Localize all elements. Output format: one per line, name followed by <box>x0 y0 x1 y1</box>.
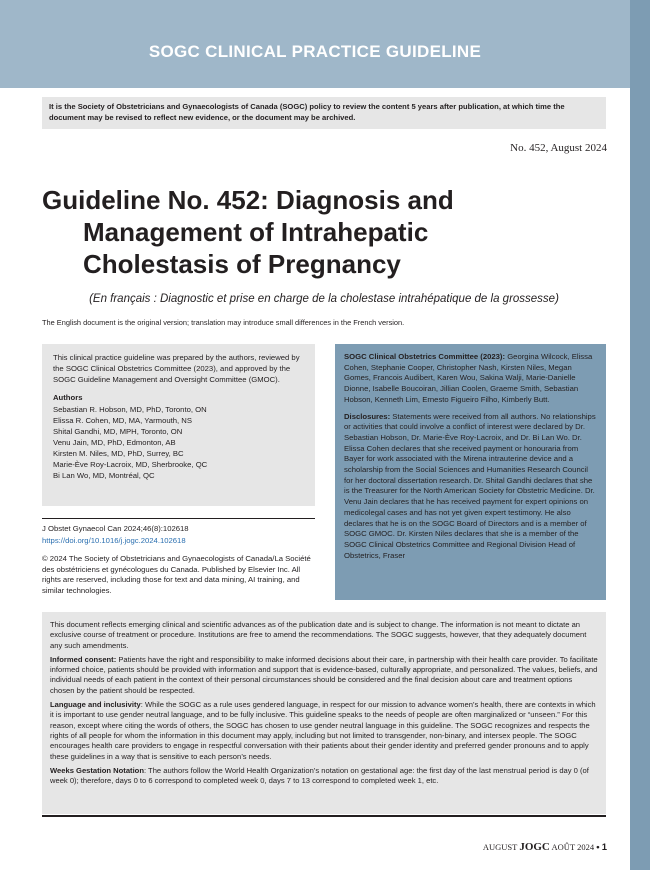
footer-month-fr: AOÛT 2024 <box>551 842 595 852</box>
authorship-box <box>42 344 315 506</box>
page-number: 1 <box>601 842 607 853</box>
disclosures-label: Disclosures: <box>344 411 391 421</box>
policy-notice: It is the Society of Obstetricians and Gynaecologists of Canada (SOGC) policy to review the content 5 years after publication, at which time the document may be revised to reflect new evidence, or the document may be archived. <box>42 97 606 129</box>
page-title <box>42 184 602 280</box>
committee-label: SOGC Clinical Obstetrics Committee (2023): <box>344 352 506 361</box>
disclosures-paragraph <box>344 412 597 562</box>
side-color-strip <box>630 0 650 870</box>
weeks-gestation-paragraph <box>50 766 598 787</box>
guideline-type-heading: SOGC CLINICAL PRACTICE GUIDELINE <box>148 42 482 61</box>
citation-divider <box>42 518 315 519</box>
committee-disclosures-box <box>335 344 606 600</box>
copyright-notice: © 2024 The Society of Obstetricians and Gynaecologists of Canada/La Société des obstétriciens et gynécologues du Canada. Published by Elsevier Inc. All rights are reserved, including those for text and data mining, AI training, and similar technologies. <box>42 554 311 595</box>
committee-paragraph <box>344 352 597 406</box>
title-line-3: Cholestasis of Pregnancy <box>83 249 401 279</box>
footer-bullet: • <box>596 842 600 853</box>
language-inclusivity-paragraph <box>50 700 598 762</box>
footer-month: AUGUST <box>482 842 518 852</box>
page-footer <box>483 841 607 853</box>
journal-citation: J Obstet Gynaecol Can 2024;46(8):102618 <box>42 524 189 533</box>
original-version-note: The English document is the original version; translation may introduce small differences in the French version. <box>42 318 405 327</box>
author-item: Venu Jain, MD, PhD, Edmonton, AB <box>53 438 176 447</box>
footer-divider <box>42 815 606 817</box>
author-item: Kirsten M. Niles, MD, PhD, Surrey, BC <box>53 449 184 458</box>
title-line-1: Guideline No. 452: Diagnosis and <box>42 185 454 215</box>
disclaimer-intro: This document reflects emerging clinical and scientific advances as of the publication date and is subject to change. The information is not meant to dictate an exclusive course of treatment or procedure. Institutions are free to amend the recommendations. The SOGC suggests, however, that they adequately document any such amendments. <box>50 620 587 650</box>
weeks-gestation-label: Weeks Gestation Notation <box>50 765 144 775</box>
disclaimer-box <box>42 612 606 814</box>
authors-heading: Authors <box>53 393 83 402</box>
author-item: Sebastian R. Hobson, MD, PhD, Toronto, ON <box>53 405 207 414</box>
title-line-2: Management of Intrahepatic <box>83 217 429 247</box>
weeks-gestation-text: : The authors follow the World Health Organization’s notation on gestational age: the first day of the last menstrual period is day 0 (of week 0); therefore, days 0 to 6 correspond to completed week 0, days 7 to 13 correspond to completed week 1, etc. <box>50 765 589 786</box>
issue-number: No. 452, August 2024 <box>510 142 607 154</box>
language-inclusivity-label: Language and inclusivity <box>50 700 141 710</box>
disclosures-text: Statements were received from all authors. No relationships or activities that could involve a conflict of interest were declared by Dr. Sebastian Hobson, Dr. Marie-Ève Roy-Lacroix, and Dr. Bi Lan Wo. Dr. Elissa Cohen declares that she received payment or honouraria from Bayer for work associated with the Mirena intrauterine device and a scholarship from the Social Sciences and Humanities Research Council for her doctoral dissertation research. Dr. Shital Gandhi declares that she is the Treasurer for the North American Society for Obstetric Medicine. Dr. Venu Jain declares that he has received payment for expert opinions on medicolegal cases and has not yet given expert testimony. He also declares that he is on the SOGC Board of Directors and is a member of SOGC GMOC. Dr. Kirsten Niles declares that she is a member of the SOGC Clinical Obstetrics Committee and Regional Division Head of Obstetrics, Fraser <box>344 411 596 560</box>
committee-members: Georgina Wilcock, Elissa Cohen, Stephanie Cooper, Christopher Nash, Kirsten Niles, Megan Gomes, Francois Audibert, Karen Wou, Sakina Walji, Marie-Danielle Dionne, Isabelle Boucoiran, Jillian Coolen, Graeme Smith, Sebastian Hobson, Kenneth Lim, Ernesto Figueiro Filho, Kimberly Butt. <box>344 352 593 404</box>
author-item: Shital Gandhi, MD, MPH, Toronto, ON <box>53 427 183 436</box>
informed-consent-text: Patients have the right and responsibility to make informed decisions about their care, in partnership with their health care provider. To facilitate informed choice, patients should be provided with information and support that is evidence-based, culturally appropriate, and personalized. The values, beliefs, and individual needs of each patient in the context of their personal circumstances should be considered and the final decision about care and treatment options chosen by the patient should be respected. <box>50 654 598 695</box>
informed-consent-paragraph <box>50 655 598 696</box>
authorship-intro: This clinical practice guideline was prepared by the authors, reviewed by the SOGC Clinical Obstetrics Committee (2023), and approved by the SOGC Guideline Management and Oversight Committee (GMOC). <box>53 353 300 384</box>
author-item: Bi Lan Wo, MD, Montréal, QC <box>53 471 155 480</box>
author-item: Elissa R. Cohen, MD, MA, Yarmouth, NS <box>53 416 192 425</box>
french-title: (En français : Diagnostic et prise en charge de la cholestase intrahépatique de la grossesse) <box>89 293 559 305</box>
doi-link[interactable]: https://doi.org/10.1016/j.jogc.2024.102618 <box>42 536 186 545</box>
footer-journal: JOGC <box>519 841 550 853</box>
author-item: Marie-Ève Roy-Lacroix, MD, Sherbrooke, QC <box>53 460 208 469</box>
language-inclusivity-text: : While the SOGC as a rule uses gendered language, in respect for our mission to advance women’s health, there are contexts in which it is important to use gender neutral language, and to be fully inclusive. This guideline speaks to the needs of people are often marginalized or “unseen.” For this reason, except where citing the words of others, the SOGC has chosen to use gender neutral language in this guideline. The SOGC recognizes and respects the rights of all people for whom the information in this document may apply, including but not limited to transgender, non-binary, and intersex people. The SOGC encourages health care providers to engage in respectful conversation with their patients about their gender identity and preferred gender pronouns and to apply these guidelines in a way that is sensitive to each person’s needs. <box>50 700 596 761</box>
informed-consent-label: Informed consent: <box>50 654 117 664</box>
